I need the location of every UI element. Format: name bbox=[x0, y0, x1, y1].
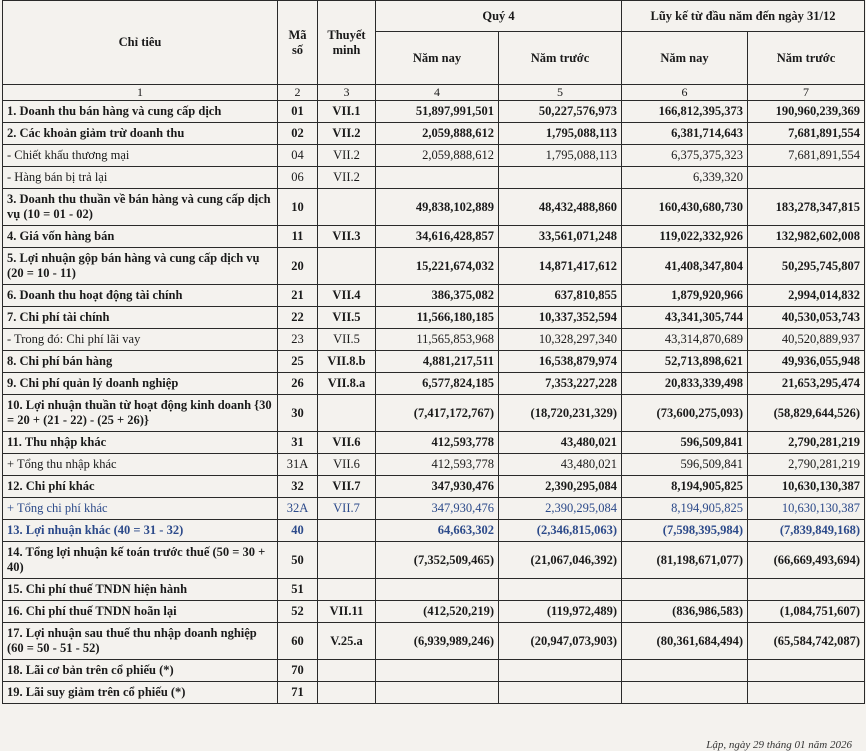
row-note: VII.6 bbox=[318, 432, 376, 454]
row-label: 14. Tổng lợi nhuận kế toán trước thuế (50 = 30 + 40) bbox=[3, 542, 278, 579]
header-ytd-last-year: Năm trước bbox=[748, 32, 865, 85]
row-note bbox=[318, 542, 376, 579]
row-label: 11. Thu nhập khác bbox=[3, 432, 278, 454]
q4-last-year-value: 10,337,352,594 bbox=[499, 307, 622, 329]
ytd-last-year-value: 7,681,891,554 bbox=[748, 145, 865, 167]
row-note: VII.2 bbox=[318, 167, 376, 189]
header-thuyet-minh: Thuyết minh bbox=[318, 1, 376, 85]
row-label: 2. Các khoản giảm trừ doanh thu bbox=[3, 123, 278, 145]
q4-last-year-value: 2,390,295,084 bbox=[499, 498, 622, 520]
q4-last-year-value: (2,346,815,063) bbox=[499, 520, 622, 542]
q4-this-year-value: 51,897,991,501 bbox=[376, 101, 499, 123]
table-row bbox=[3, 373, 865, 395]
q4-last-year-value: 48,432,488,860 bbox=[499, 189, 622, 226]
q4-this-year-value: 64,663,302 bbox=[376, 520, 499, 542]
row-code: 70 bbox=[278, 660, 318, 682]
ytd-last-year-value: 21,653,295,474 bbox=[748, 373, 865, 395]
row-code: 60 bbox=[278, 623, 318, 660]
row-label: 12. Chi phí khác bbox=[3, 476, 278, 498]
table-row bbox=[3, 307, 865, 329]
column-number: 3 bbox=[318, 85, 376, 101]
row-note: VII.7 bbox=[318, 476, 376, 498]
ytd-this-year-value: 596,509,841 bbox=[622, 432, 748, 454]
header-ma-so: Mã số bbox=[278, 1, 318, 85]
ytd-this-year-value: 160,430,680,730 bbox=[622, 189, 748, 226]
row-note: VII.1 bbox=[318, 101, 376, 123]
row-code: 11 bbox=[278, 226, 318, 248]
ytd-last-year-value: 40,530,053,743 bbox=[748, 307, 865, 329]
ytd-last-year-value bbox=[748, 660, 865, 682]
row-label: 16. Chi phí thuế TNDN hoãn lại bbox=[3, 601, 278, 623]
ytd-last-year-value: 132,982,602,008 bbox=[748, 226, 865, 248]
ytd-last-year-value: 40,520,889,937 bbox=[748, 329, 865, 351]
q4-this-year-value: 386,375,082 bbox=[376, 285, 499, 307]
header-ytd-this-year: Năm nay bbox=[622, 32, 748, 85]
q4-this-year-value: (6,939,989,246) bbox=[376, 623, 499, 660]
q4-this-year-value: (412,520,219) bbox=[376, 601, 499, 623]
row-note: VII.5 bbox=[318, 329, 376, 351]
q4-last-year-value: 50,227,576,973 bbox=[499, 101, 622, 123]
table-row bbox=[3, 660, 865, 682]
q4-last-year-value: (21,067,046,392) bbox=[499, 542, 622, 579]
q4-this-year-value: (7,352,509,465) bbox=[376, 542, 499, 579]
row-note: VII.2 bbox=[318, 145, 376, 167]
row-note: VII.11 bbox=[318, 601, 376, 623]
ytd-this-year-value: 6,375,375,323 bbox=[622, 145, 748, 167]
row-note: VII.4 bbox=[318, 285, 376, 307]
q4-last-year-value: (20,947,073,903) bbox=[499, 623, 622, 660]
ytd-this-year-value: 6,339,320 bbox=[622, 167, 748, 189]
q4-this-year-value bbox=[376, 579, 499, 601]
ytd-last-year-value bbox=[748, 167, 865, 189]
q4-last-year-value: 1,795,088,113 bbox=[499, 145, 622, 167]
row-code: 30 bbox=[278, 395, 318, 432]
column-number: 1 bbox=[3, 85, 278, 101]
ytd-last-year-value: (7,839,849,168) bbox=[748, 520, 865, 542]
column-number: 4 bbox=[376, 85, 499, 101]
row-code: 22 bbox=[278, 307, 318, 329]
q4-this-year-value: 11,566,180,185 bbox=[376, 307, 499, 329]
q4-last-year-value: 1,795,088,113 bbox=[499, 123, 622, 145]
ytd-this-year-value: 52,713,898,621 bbox=[622, 351, 748, 373]
row-label: 13. Lợi nhuận khác (40 = 31 - 32) bbox=[3, 520, 278, 542]
row-code: 01 bbox=[278, 101, 318, 123]
header-q4-last-year: Năm trước bbox=[499, 32, 622, 85]
row-label: 6. Doanh thu hoạt động tài chính bbox=[3, 285, 278, 307]
table-row bbox=[3, 145, 865, 167]
ytd-last-year-value: 183,278,347,815 bbox=[748, 189, 865, 226]
row-code: 40 bbox=[278, 520, 318, 542]
q4-this-year-value: 4,881,217,511 bbox=[376, 351, 499, 373]
row-label: 18. Lãi cơ bản trên cổ phiếu (*) bbox=[3, 660, 278, 682]
table-row bbox=[3, 682, 865, 704]
q4-this-year-value: 2,059,888,612 bbox=[376, 145, 499, 167]
row-note: VII.7 bbox=[318, 498, 376, 520]
footer-note: Lập, ngày 29 tháng 01 năm 2026 bbox=[706, 739, 852, 751]
q4-last-year-value: 14,871,417,612 bbox=[499, 248, 622, 285]
header-chi-tieu: Chỉ tiêu bbox=[3, 1, 278, 85]
q4-this-year-value: 34,616,428,857 bbox=[376, 226, 499, 248]
q4-this-year-value bbox=[376, 660, 499, 682]
q4-last-year-value: 7,353,227,228 bbox=[499, 373, 622, 395]
q4-this-year-value bbox=[376, 167, 499, 189]
ytd-this-year-value: 8,194,905,825 bbox=[622, 498, 748, 520]
row-code: 32 bbox=[278, 476, 318, 498]
ytd-this-year-value: (81,198,671,077) bbox=[622, 542, 748, 579]
table-row bbox=[3, 285, 865, 307]
ytd-last-year-value: (1,084,751,607) bbox=[748, 601, 865, 623]
ytd-last-year-value bbox=[748, 579, 865, 601]
ytd-this-year-value: 20,833,339,498 bbox=[622, 373, 748, 395]
ytd-last-year-value: 10,630,130,387 bbox=[748, 498, 865, 520]
row-code: 04 bbox=[278, 145, 318, 167]
row-note: VII.6 bbox=[318, 454, 376, 476]
row-label: 1. Doanh thu bán hàng và cung cấp dịch bbox=[3, 101, 278, 123]
ytd-last-year-value: (66,669,493,694) bbox=[748, 542, 865, 579]
row-note: VII.8.b bbox=[318, 351, 376, 373]
table-row bbox=[3, 248, 865, 285]
ytd-last-year-value: 2,790,281,219 bbox=[748, 454, 865, 476]
table-row bbox=[3, 520, 865, 542]
q4-last-year-value: 43,480,021 bbox=[499, 454, 622, 476]
q4-last-year-value: 16,538,879,974 bbox=[499, 351, 622, 373]
ytd-last-year-value: (65,584,742,087) bbox=[748, 623, 865, 660]
header-q4-this-year: Năm nay bbox=[376, 32, 499, 85]
ytd-this-year-value: (7,598,395,984) bbox=[622, 520, 748, 542]
row-code: 02 bbox=[278, 123, 318, 145]
q4-this-year-value: 6,577,824,185 bbox=[376, 373, 499, 395]
row-code: 31 bbox=[278, 432, 318, 454]
row-label: 10. Lợi nhuận thuần từ hoạt động kinh doanh {30 = 20 + (21 - 22) - (25 + 26)} bbox=[3, 395, 278, 432]
row-note bbox=[318, 248, 376, 285]
row-label: 7. Chi phí tài chính bbox=[3, 307, 278, 329]
table-row bbox=[3, 101, 865, 123]
table-row bbox=[3, 623, 865, 660]
table-row bbox=[3, 329, 865, 351]
ytd-this-year-value: 8,194,905,825 bbox=[622, 476, 748, 498]
ytd-last-year-value: 10,630,130,387 bbox=[748, 476, 865, 498]
ytd-this-year-value: 119,022,332,926 bbox=[622, 226, 748, 248]
q4-last-year-value: 10,328,297,340 bbox=[499, 329, 622, 351]
q4-this-year-value: (7,417,172,767) bbox=[376, 395, 499, 432]
ytd-this-year-value: 43,341,305,744 bbox=[622, 307, 748, 329]
q4-this-year-value: 2,059,888,612 bbox=[376, 123, 499, 145]
row-code: 50 bbox=[278, 542, 318, 579]
table-row bbox=[3, 395, 865, 432]
row-code: 21 bbox=[278, 285, 318, 307]
row-label: 3. Doanh thu thuần về bán hàng và cung cấp dịch vụ (10 = 01 - 02) bbox=[3, 189, 278, 226]
row-note bbox=[318, 682, 376, 704]
table-row bbox=[3, 226, 865, 248]
ytd-last-year-value: 190,960,239,369 bbox=[748, 101, 865, 123]
ytd-this-year-value: (73,600,275,093) bbox=[622, 395, 748, 432]
income-statement bbox=[2, 0, 864, 704]
ytd-this-year-value: 41,408,347,804 bbox=[622, 248, 748, 285]
table-row bbox=[3, 542, 865, 579]
column-number: 2 bbox=[278, 85, 318, 101]
row-note bbox=[318, 395, 376, 432]
ytd-last-year-value: 7,681,891,554 bbox=[748, 123, 865, 145]
row-code: 51 bbox=[278, 579, 318, 601]
column-number: 7 bbox=[748, 85, 865, 101]
row-note: VII.5 bbox=[318, 307, 376, 329]
column-number: 6 bbox=[622, 85, 748, 101]
table-row bbox=[3, 454, 865, 476]
table-row bbox=[3, 498, 865, 520]
row-note bbox=[318, 660, 376, 682]
q4-this-year-value: 347,930,476 bbox=[376, 476, 499, 498]
row-label: - Hàng bán bị trả lại bbox=[3, 167, 278, 189]
row-label: 8. Chi phí bán hàng bbox=[3, 351, 278, 373]
table-row bbox=[3, 167, 865, 189]
income-statement-table bbox=[2, 0, 865, 704]
row-code: 71 bbox=[278, 682, 318, 704]
q4-this-year-value: 412,593,778 bbox=[376, 454, 499, 476]
q4-this-year-value: 347,930,476 bbox=[376, 498, 499, 520]
row-code: 26 bbox=[278, 373, 318, 395]
q4-last-year-value bbox=[499, 660, 622, 682]
row-label: 9. Chi phí quản lý doanh nghiệp bbox=[3, 373, 278, 395]
table-row bbox=[3, 351, 865, 373]
row-label: 17. Lợi nhuận sau thuế thu nhập doanh nghiệp (60 = 50 - 51 - 52) bbox=[3, 623, 278, 660]
ytd-last-year-value: 50,295,745,807 bbox=[748, 248, 865, 285]
row-label: + Tổng thu nhập khác bbox=[3, 454, 278, 476]
row-code: 31A bbox=[278, 454, 318, 476]
q4-this-year-value: 11,565,853,968 bbox=[376, 329, 499, 351]
q4-this-year-value bbox=[376, 682, 499, 704]
table-row bbox=[3, 476, 865, 498]
ytd-last-year-value: (58,829,644,526) bbox=[748, 395, 865, 432]
header-quarter-4: Quý 4 bbox=[376, 1, 622, 32]
ytd-this-year-value: 43,314,870,689 bbox=[622, 329, 748, 351]
q4-last-year-value: (18,720,231,329) bbox=[499, 395, 622, 432]
row-code: 52 bbox=[278, 601, 318, 623]
ytd-last-year-value: 2,790,281,219 bbox=[748, 432, 865, 454]
q4-last-year-value: 637,810,855 bbox=[499, 285, 622, 307]
ytd-this-year-value bbox=[622, 660, 748, 682]
ytd-last-year-value bbox=[748, 682, 865, 704]
table-row bbox=[3, 123, 865, 145]
row-label: 15. Chi phí thuế TNDN hiện hành bbox=[3, 579, 278, 601]
q4-last-year-value bbox=[499, 167, 622, 189]
row-code: 23 bbox=[278, 329, 318, 351]
q4-last-year-value: 2,390,295,084 bbox=[499, 476, 622, 498]
row-label: - Trong đó: Chi phí lãi vay bbox=[3, 329, 278, 351]
ytd-this-year-value: 1,879,920,966 bbox=[622, 285, 748, 307]
q4-last-year-value: 33,561,071,248 bbox=[499, 226, 622, 248]
ytd-this-year-value bbox=[622, 579, 748, 601]
row-note: VII.3 bbox=[318, 226, 376, 248]
row-label: - Chiết khấu thương mại bbox=[3, 145, 278, 167]
ytd-this-year-value: 6,381,714,643 bbox=[622, 123, 748, 145]
row-label: 19. Lãi suy giảm trên cổ phiếu (*) bbox=[3, 682, 278, 704]
ytd-this-year-value: 166,812,395,373 bbox=[622, 101, 748, 123]
q4-this-year-value: 49,838,102,889 bbox=[376, 189, 499, 226]
table-row bbox=[3, 432, 865, 454]
q4-this-year-value: 15,221,674,032 bbox=[376, 248, 499, 285]
row-code: 06 bbox=[278, 167, 318, 189]
ytd-last-year-value: 2,994,014,832 bbox=[748, 285, 865, 307]
row-note bbox=[318, 189, 376, 226]
row-note bbox=[318, 520, 376, 542]
q4-last-year-value bbox=[499, 579, 622, 601]
ytd-last-year-value: 49,936,055,948 bbox=[748, 351, 865, 373]
row-code: 10 bbox=[278, 189, 318, 226]
row-code: 25 bbox=[278, 351, 318, 373]
table-row bbox=[3, 189, 865, 226]
header-year-to-date: Lũy kế từ đầu năm đến ngày 31/12 bbox=[622, 1, 865, 32]
row-note: VII.8.a bbox=[318, 373, 376, 395]
row-note bbox=[318, 579, 376, 601]
row-label: 5. Lợi nhuận gộp bán hàng và cung cấp dịch vụ (20 = 10 - 11) bbox=[3, 248, 278, 285]
row-note: V.25.a bbox=[318, 623, 376, 660]
column-number: 5 bbox=[499, 85, 622, 101]
q4-last-year-value bbox=[499, 682, 622, 704]
row-code: 32A bbox=[278, 498, 318, 520]
ytd-this-year-value: (836,986,583) bbox=[622, 601, 748, 623]
row-label: + Tổng chi phí khác bbox=[3, 498, 278, 520]
row-label: 4. Giá vốn hàng bán bbox=[3, 226, 278, 248]
ytd-this-year-value: (80,361,684,494) bbox=[622, 623, 748, 660]
table-row bbox=[3, 579, 865, 601]
table-row bbox=[3, 601, 865, 623]
q4-this-year-value: 412,593,778 bbox=[376, 432, 499, 454]
row-note: VII.2 bbox=[318, 123, 376, 145]
ytd-this-year-value bbox=[622, 682, 748, 704]
row-code: 20 bbox=[278, 248, 318, 285]
q4-last-year-value: (119,972,489) bbox=[499, 601, 622, 623]
q4-last-year-value: 43,480,021 bbox=[499, 432, 622, 454]
ytd-this-year-value: 596,509,841 bbox=[622, 454, 748, 476]
